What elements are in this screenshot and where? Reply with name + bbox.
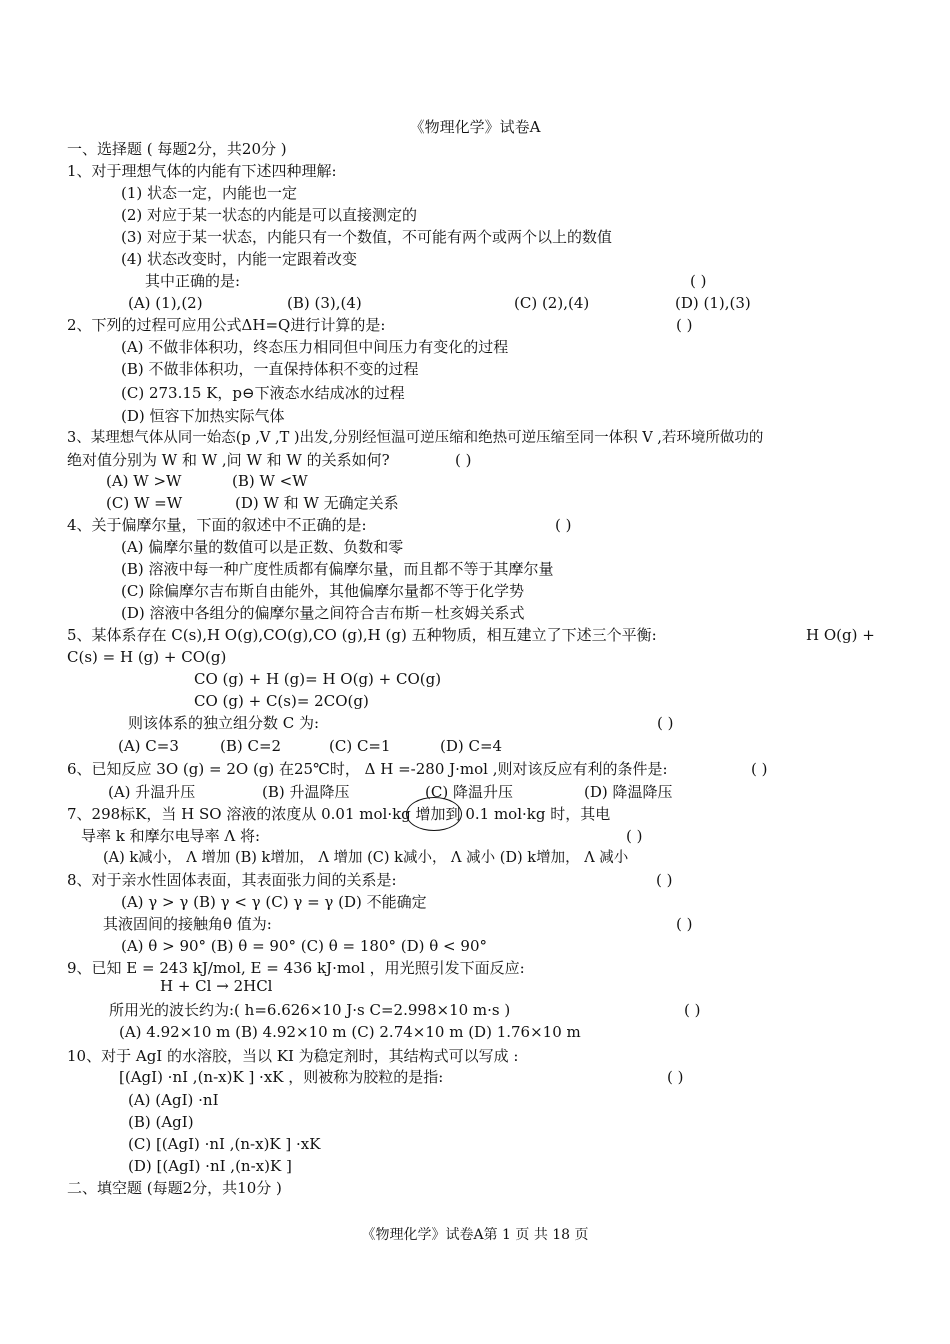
q1-option-c: (C) (2),(4) <box>514 294 590 312</box>
q1-item: (3) 对应于某一状态，内能只有一个数值，不可能有两个或两个以上的数值 <box>121 228 613 246</box>
q5-option-b: (B) C=2 <box>220 737 282 755</box>
q2-option-b: (B) 不做非体积功，一直保持体积不变的过程 <box>121 360 419 378</box>
q3-option-a: (A) W >W <box>106 472 182 490</box>
q5-option-c: (C) C=1 <box>329 737 391 755</box>
q3-option-c: (C) W =W <box>106 494 183 512</box>
q6-stem: 6、已知反应 3O (g) = 2O (g) 在25℃时， Δ H =-280 J·mol ,则对该反应有利的条件是: <box>67 760 668 778</box>
q7-line2: 导率 k 和摩尔电导率 Λ 将: <box>81 827 261 845</box>
q7-options: (A) k减小， Λ 增加 (B) k增加， Λ 增加 (C) k减小， Λ 减小 (D) k增加， Λ 减小 <box>103 850 629 866</box>
q10-formula: [(AgI) ·nI ,(n-x)K ] ·xK ，则被称为胶粒的是指: <box>119 1068 444 1086</box>
q6-answer-paren: ( ) <box>751 760 768 778</box>
q4-option-c: (C) 除偏摩尔吉布斯自由能外，其他偏摩尔量都不等于化学势 <box>121 582 524 600</box>
q3-option-b: (B) W <W <box>232 472 308 490</box>
q2-option-a: (A) 不做非体积功，终态压力相同但中间压力有变化的过程 <box>121 338 509 356</box>
q5-equilibrium-2: CO (g) + H (g)= H O(g) + CO(g) <box>194 670 442 688</box>
q1-option-b: (B) (3),(4) <box>287 294 362 312</box>
q8-answer-paren-2: ( ) <box>676 915 693 933</box>
q8-options: (A) γ > γ (B) γ < γ (C) γ = γ (D) 不能确定 <box>121 893 427 911</box>
q8-stem: 8、对于亲水性固体表面，其表面张力间的关系是: <box>67 871 397 889</box>
q10-option-b: (B) (AgI) <box>128 1113 194 1131</box>
q2-answer-paren: ( ) <box>676 316 693 334</box>
q10-stem: 10、对于 AgI 的水溶胶，当以 KI 为稳定剂时，其结构式可以写成 : <box>67 1047 519 1065</box>
q7-answer-paren: ( ) <box>626 827 643 845</box>
q3-line1: 3、某理想气体从同一始态(p ,V ,T )出发,分别经恒温可逆压缩和绝热可逆压缩至同一体积 V ,若环境所做功的 <box>67 430 764 446</box>
q5-answer-paren: ( ) <box>657 714 674 732</box>
q1-option-d: (D) (1),(3) <box>675 294 751 312</box>
q9-reaction: H + Cl → 2HCl <box>160 977 273 995</box>
q10-option-a: (A) (AgI) ·nI <box>128 1091 219 1109</box>
q6-option-b: (B) 升温降压 <box>262 783 350 801</box>
q10-answer-paren: ( ) <box>667 1068 684 1086</box>
q8-angle-options: (A) θ > 90° (B) θ = 90° (C) θ = 180° (D) θ < 90° <box>121 937 487 955</box>
page-footer: 《物理化学》试卷A第 1 页 共 18 页 <box>361 1227 589 1243</box>
q8-contact-angle: 其液固间的接触角θ 值为: <box>103 915 272 933</box>
q9-answer-paren: ( ) <box>684 1001 701 1019</box>
q4-option-d: (D) 溶液中各组分的偏摩尔量之间符合吉布斯－杜亥姆关系式 <box>121 604 525 622</box>
section-1-heading: 一、选择题 ( 每题2分，共20分 ) <box>67 140 287 158</box>
q2-option-c: (C) 273.15 K，p⊖下液态水结成冰的过程 <box>121 384 405 402</box>
q10-option-d: (D) [(AgI) ·nI ,(n-x)K ] <box>128 1157 292 1175</box>
q9-options: (A) 4.92×10 m (B) 4.92×10 m (C) 2.74×10 m (D) 1.76×10 m <box>119 1023 581 1041</box>
q5-option-d: (D) C=4 <box>440 737 503 755</box>
q5-equilibrium-3: CO (g) + C(s)= 2CO(g) <box>194 692 369 710</box>
q3-option-d: (D) W 和 W 无确定关系 <box>235 494 399 512</box>
q1-option-a: (A) (1),(2) <box>128 294 203 312</box>
q1-item: (1) 状态一定，内能也一定 <box>121 184 298 202</box>
q6-option-d: (D) 降温降压 <box>584 783 673 801</box>
q4-option-a: (A) 偏摩尔量的数值可以是正数、负数和零 <box>121 538 404 556</box>
page-title: 《物理化学》试卷A <box>409 118 541 136</box>
q4-option-b: (B) 溶液中每一种广度性质都有偏摩尔量，而且都不等于其摩尔量 <box>121 560 554 578</box>
q4-answer-paren: ( ) <box>555 516 572 534</box>
q1-answer-paren: ( ) <box>690 272 707 290</box>
q10-option-c: (C) [(AgI) ·nI ,(n-x)K ] ·xK <box>128 1135 321 1153</box>
q1-stem: 1、对于理想气体的内能有下述四种理解: <box>67 162 337 180</box>
q9-stem: 9、已知 E = 243 kJ/mol, E = 436 kJ·mol ，用光照引发下面反应: <box>67 959 525 977</box>
q6-option-c: (C) 降温升压 <box>425 783 513 801</box>
q3-answer-paren: ( ) <box>455 451 472 469</box>
q1-which: 其中正确的是: <box>145 272 241 290</box>
section-2-heading: 二、填空题 (每题2分，共10分 ) <box>67 1179 282 1197</box>
q2-stem: 2、下列的过程可应用公式ΔH=Q进行计算的是: <box>67 316 386 334</box>
q3-line2: 绝对值分别为 W 和 W ,问 W 和 W 的关系如何? <box>67 451 390 469</box>
q8-answer-paren: ( ) <box>656 871 673 889</box>
q5-line1: 5、某体系存在 C(s),H O(g),CO(g),CO (g),H (g) 五种物质，相互建立了下述三个平衡: <box>67 626 657 644</box>
q5-equilibrium-1: C(s) = H (g) + CO(g) <box>67 648 227 666</box>
q1-item: (2) 对应于某一状态的内能是可以直接测定的 <box>121 206 418 224</box>
q1-item: (4) 状态改变时，内能一定跟着改变 <box>121 250 358 268</box>
q5-ask: 则该体系的独立组分数 C 为: <box>128 714 320 732</box>
handwritten-circle-mark <box>406 797 462 831</box>
q6-option-a: (A) 升温升压 <box>108 783 196 801</box>
q9-ask: 所用光的波长约为:( h=6.626×10 J·s C=2.998×10 m·s ) <box>109 1001 511 1019</box>
q4-stem: 4、关于偏摩尔量，下面的叙述中不正确的是: <box>67 516 367 534</box>
q5-option-a: (A) C=3 <box>118 737 179 755</box>
q7-line1: 7、298标K，当 H SO 溶液的浓度从 0.01 mol·kg 增加到 0.1 mol·kg 时，其电 <box>67 805 611 823</box>
q5-line1-right: H O(g) + <box>806 626 875 644</box>
q2-option-d: (D) 恒容下加热实际气体 <box>121 407 285 425</box>
